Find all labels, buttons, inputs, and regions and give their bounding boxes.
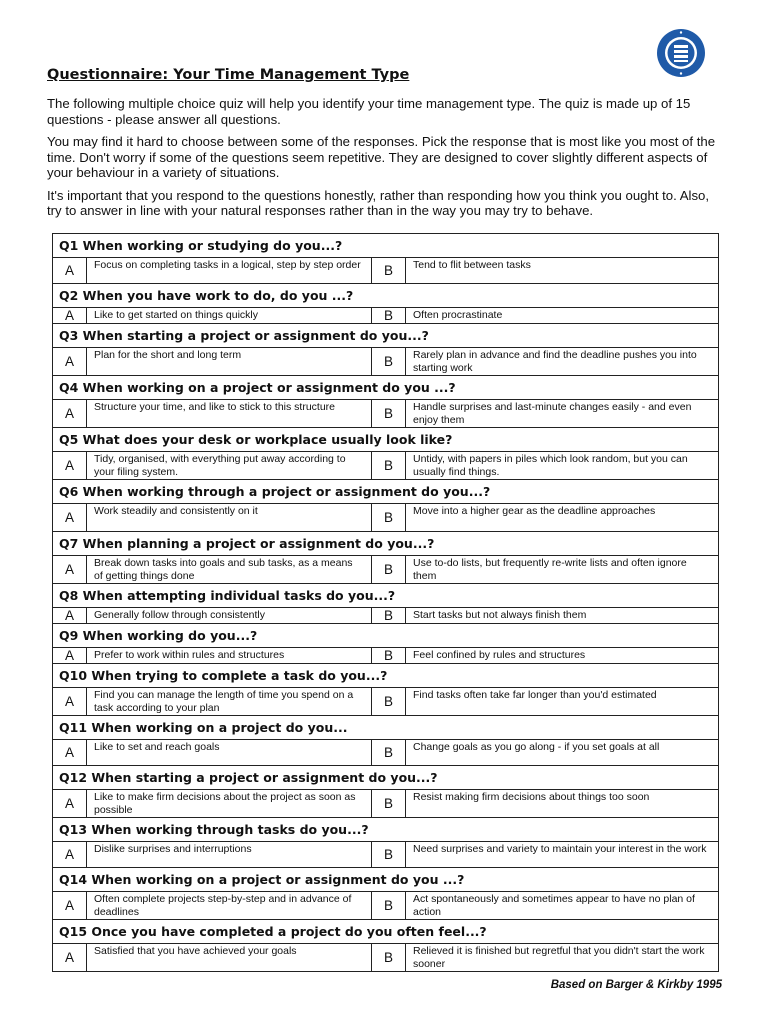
question-heading-row [53,818,719,842]
option-a-letter[interactable]: A [53,740,87,766]
question-text: Q13 When working through tasks do you...? [53,818,719,842]
question-heading-row [53,480,719,504]
option-a-letter[interactable]: A [53,400,87,428]
question-heading-row [53,716,719,740]
option-a-text[interactable]: Prefer to work within rules and structures [87,648,372,664]
question-text: Q4 When working on a project or assignment do you ...? [53,376,719,400]
option-a-text[interactable]: Dislike surprises and interruptions [87,842,372,868]
option-a-letter[interactable]: A [53,452,87,480]
guinness-world-records-logo [656,28,706,78]
option-b-letter[interactable]: B [372,608,406,624]
option-a-letter[interactable]: A [53,348,87,376]
option-a-text[interactable]: Work steadily and consistently on it [87,504,372,532]
response-row [53,842,719,868]
response-row [53,688,719,716]
option-b-text[interactable]: Need surprises and variety to maintain your interest in the work [406,842,719,868]
response-row [53,608,719,624]
question-heading-row [53,234,719,258]
option-a-letter[interactable]: A [53,790,87,818]
question-heading-row [53,920,719,944]
option-a-letter[interactable]: A [53,842,87,868]
option-b-text[interactable]: Handle surprises and last-minute changes easily - and even enjoy them [406,400,719,428]
question-heading-row [53,664,719,688]
option-a-text[interactable]: Break down tasks into goals and sub tasks, as a means of getting things done [87,556,372,584]
option-b-text[interactable]: Start tasks but not always finish them [406,608,719,624]
option-a-letter[interactable]: A [53,648,87,664]
response-row [53,308,719,324]
response-row [53,348,719,376]
option-b-text[interactable]: Tend to flit between tasks [406,258,719,284]
question-text: Q7 When planning a project or assignment do you...? [53,532,719,556]
option-b-text[interactable]: Find tasks often take far longer than you'd estimated [406,688,719,716]
response-row [53,648,719,664]
source-credit: Based on Barger & Kirkby 1995 [550,979,722,991]
intro-paragraph: It's important that you respond to the questions honestly, rather than responding how you think you ought to. Also, try to answer in line with your natural responses rather than in the way you may try to behave. [47,187,710,218]
option-b-text[interactable]: Change goals as you go along - if you set goals at all [406,740,719,766]
option-b-letter[interactable]: B [372,740,406,766]
option-b-text[interactable]: Often procrastinate [406,308,719,324]
question-heading-row [53,584,719,608]
option-b-letter[interactable]: B [372,842,406,868]
question-text: Q10 When trying to complete a task do you...? [53,664,719,688]
option-a-letter[interactable]: A [53,308,87,324]
question-heading-row [53,532,719,556]
option-a-letter[interactable]: A [53,608,87,624]
response-row [53,740,719,766]
option-a-text[interactable]: Structure your time, and like to stick to this structure [87,400,372,428]
option-a-text[interactable]: Tidy, organised, with everything put away according to your filing system. [87,452,372,480]
option-a-letter[interactable]: A [53,556,87,584]
option-a-letter[interactable]: A [53,892,87,920]
option-a-text[interactable]: Like to set and reach goals [87,740,372,766]
questionnaire-table [52,233,719,972]
option-b-letter[interactable]: B [372,400,406,428]
option-b-letter[interactable]: B [372,944,406,972]
question-heading-row [53,376,719,400]
response-row [53,452,719,480]
question-text: Q15 Once you have completed a project do you often feel...? [53,920,719,944]
option-a-letter[interactable]: A [53,944,87,972]
option-a-text[interactable]: Find you can manage the length of time you spend on a task according to your plan [87,688,372,716]
option-b-letter[interactable]: B [372,556,406,584]
option-b-text[interactable]: Untidy, with papers in piles which look random, but you can usually find things. [406,452,719,480]
option-a-text[interactable]: Often complete projects step-by-step and in advance of deadlines [87,892,372,920]
option-b-text[interactable]: Rarely plan in advance and find the deadline pushes you into starting work [406,348,719,376]
response-row [53,400,719,428]
question-heading-row [53,284,719,308]
question-text: Q12 When starting a project or assignment do you...? [53,766,719,790]
option-b-letter[interactable]: B [372,348,406,376]
option-b-letter[interactable]: B [372,648,406,664]
option-b-text[interactable]: Relieved it is finished but regretful that you didn't start the work sooner [406,944,719,972]
response-row [53,258,719,284]
intro-text [47,96,727,226]
response-row [53,944,719,972]
response-row [53,556,719,584]
question-text: Q2 When you have work to do, do you ...? [53,284,719,308]
option-a-text[interactable]: Focus on completing tasks in a logical, step by step order [87,258,372,284]
question-heading-row [53,624,719,648]
option-b-letter[interactable]: B [372,790,406,818]
option-a-letter[interactable]: A [53,504,87,532]
question-heading-row [53,868,719,892]
option-a-text[interactable]: Like to get started on things quickly [87,308,372,324]
option-a-letter[interactable]: A [53,258,87,284]
option-b-letter[interactable]: B [372,308,406,324]
option-b-letter[interactable]: B [372,688,406,716]
question-text: Q14 When working on a project or assignment do you ...? [53,868,719,892]
option-b-text[interactable]: Use to-do lists, but frequently re-write lists and often ignore them [406,556,719,584]
intro-paragraph: The following multiple choice quiz will help you identify your time management type. The quiz is made up of 15 questions - please answer all questions. [47,96,691,127]
response-row [53,892,719,920]
question-text: Q1 When working or studying do you...? [53,234,719,258]
option-a-text[interactable]: Plan for the short and long term [87,348,372,376]
option-b-text[interactable]: Act spontaneously and sometimes appear to have no plan of action [406,892,719,920]
option-b-letter[interactable]: B [372,892,406,920]
question-heading-row [53,766,719,790]
option-b-letter[interactable]: B [372,504,406,532]
intro-paragraph: You may find it hard to choose between some of the responses. Pick the response that is most like you most of the time. Don't worry if some of the questions seem repetitive. They are designed to cover slightly different aspects of your behaviour in a variety of situations. [47,134,716,180]
question-text: Q8 When attempting individual tasks do you...? [53,584,719,608]
page-title: Questionnaire: Your Time Management Type [47,67,410,83]
option-a-text[interactable]: Satisfied that you have achieved your goals [87,944,372,972]
question-text: Q11 When working on a project do you... [53,716,719,740]
option-a-letter[interactable]: A [53,688,87,716]
option-b-text[interactable]: Resist making firm decisions about things too soon [406,790,719,818]
option-b-letter[interactable]: B [372,452,406,480]
option-a-text[interactable]: Like to make firm decisions about the project as soon as possible [87,790,372,818]
question-text: Q6 When working through a project or assignment do you...? [53,480,719,504]
option-a-text[interactable]: Generally follow through consistently [87,608,372,624]
question-text: Q5 What does your desk or workplace usually look like? [53,428,719,452]
option-b-letter[interactable]: B [372,258,406,284]
question-heading-row [53,428,719,452]
question-text: Q3 When starting a project or assignment do you...? [53,324,719,348]
question-heading-row [53,324,719,348]
response-row [53,504,719,532]
question-text: Q9 When working do you...? [53,624,719,648]
response-row [53,790,719,818]
guinness-logo-icon [656,28,706,78]
option-b-text[interactable]: Feel confined by rules and structures [406,648,719,664]
option-b-text[interactable]: Move into a higher gear as the deadline approaches [406,504,719,532]
